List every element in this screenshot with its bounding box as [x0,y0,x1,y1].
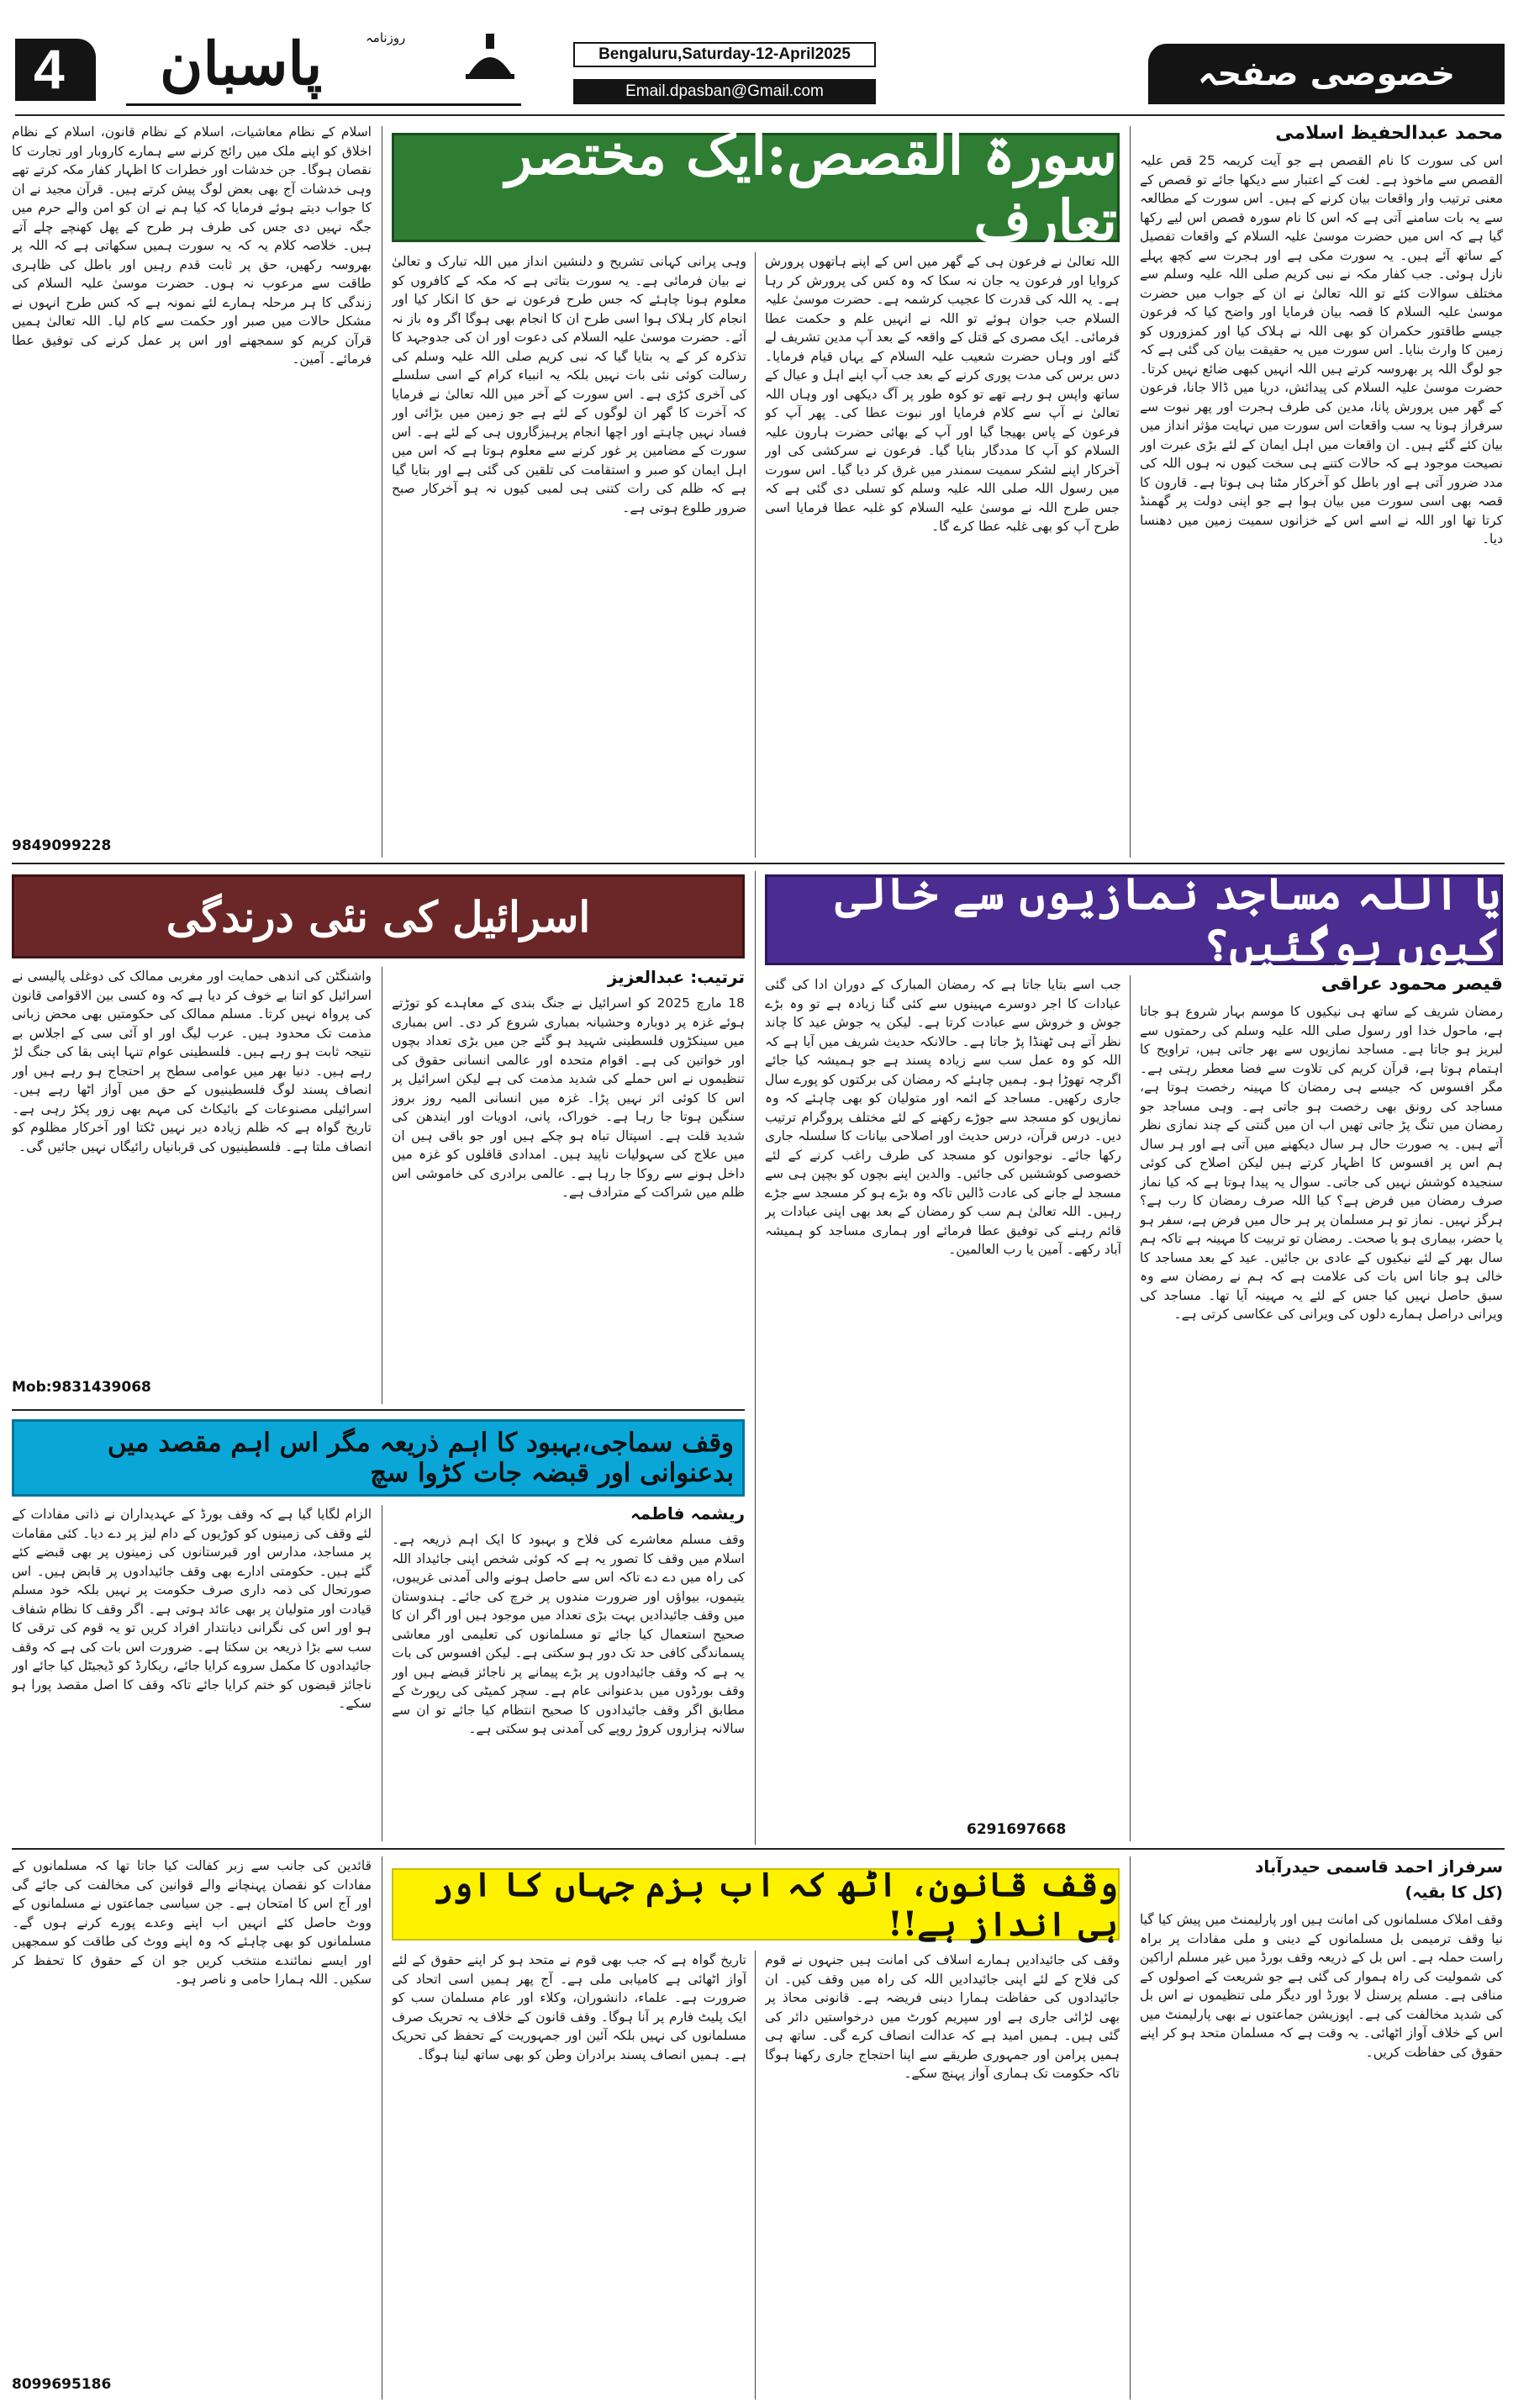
divider [1130,1856,1131,2400]
section-title-box [1148,44,1505,104]
article1-headline-banner [392,122,1120,253]
article4-headline: وقف سماجی،بہبود کا اہم ذریعہ مگر اس اہم مقصد میں بدعنوانی اور قبضہ جات کڑوا سچ [107,1428,734,1488]
article1-column-3: وہی پرانی کہانی تشریح و دلنشین انداز میں اللہ تبارک و تعالیٰ نے بیان فرمائی ہے۔ یہ سورت بتاتی ہے کہ مکہ کے کافروں کو معلوم ہونا چاہئے کہ جس طرح فرعون نے حق کا انکار کیا اور انجام کار ہلاک ہوا اسی طرح ان کا انجام بھی ہوگا اگر وہ باز نہ آئے۔ حضرت موسیٰ علیہ السلام کی دعوت اور ان کی جدوجہد کا تذکرہ کر کے یہ بتایا گیا کہ نبی کریم صلی اللہ علیہ وسلم کی رسالت کوئی نئی بات نہیں بلکہ یہ انبیاء کرام کے اسی سلسلے کی آخری کڑی ہے۔ اس سورت کے آخر میں اللہ تعالیٰ نے فرمایا کہ آخرت کا گھر ان لوگوں کے لئے ہے جو زمین میں بڑائی اور فساد نہیں چاہتے اور اچھا انجام پرہیزگاروں ہی کے لئے ہے۔ اس سورت کے مضامین پر غور کرنے سے معلوم ہوتا ہے کہ اس میں اہل ایمان کو صبر و استقامت کی تلقین کی گئی ہے اور بتایا گیا ہے کہ ظلم کی رات کتنی ہی لمبی کیوں نہ ہو آخرکار صبح ضرور طلوع ہوتی ہے۔ [392,254,746,515]
article3-headline: اسرائیل کی نئی درندگی [166,891,591,942]
article4-column-2: الزام لگایا گیا ہے کہ وقف بورڈ کے عہدیداران نے ذاتی مفادات کے لئے وقف کی زمینوں کو کوڑیوں کے دام لیز پر دے دیا۔ کئی مقامات پر مساجد، مدارس اور قبرستانوں کی زمینوں پر بھی قبضے کئے گئے ہیں۔ حکومتی ادارے بھی وقف جائیدادوں پر قابض ہیں۔ اس صورتحال کی ذمہ داری صرف حکومت پر نہیں بلکہ خود مسلم قیادت اور متولیان پر بھی عائد ہوتی ہے۔ اگر وقف کا نظام شفاف ہو اور اس کی نگرانی دیانتدار افراد کریں تو یہ قوم کی ترقی کا سب سے بڑا ذریعہ بن سکتا ہے۔ ضرورت اس بات کی ہے کہ وقف جائیدادوں کا مکمل سروے کرایا جائے، ریکارڈ کو ڈیجیٹل کیا جائے اور ناجائز قبضوں کو ختم کرایا جائے تاکہ وقف کا اصل مقصد پورا ہو سکے۔ [12,1507,372,1711]
divider [755,871,756,1845]
article5-column-1: وقف املاک مسلمانوں کی امانت ہیں اور پارلیمنٹ میں پیش کیا گیا نیا وقف ترمیمی بل مسلمانوں کے دینی و ملی مفادات پر براہ راست حملہ ہے۔ اس بل کے ذریعہ وقف بورڈ میں غیر مسلم اراکین کی شمولیت کی راہ ہموار کی گئی ہے جو شریعت کے اصولوں کے منافی ہے۔ مسلم پرسنل لا بورڈ اور دیگر ملی تنظیموں نے اس بل کی شدید مخالفت کی ہے۔ اپوزیشن جماعتوں نے بھی پارلیمنٹ میں اس کے خلاف آواز اٹھائی۔ یہ وقت ہے کہ مسلمان متحد ہو کر اپنے حقوق کی حفاظت کریں۔ [1140,1912,1503,2060]
article5-phone: 8099695186 [12,2376,112,2393]
date-box [573,42,876,67]
masthead [0,0,1513,111]
article3-phone: Mob:9831439068 [12,1379,151,1396]
article2-headline-banner [765,869,1503,971]
divider [755,252,756,858]
logo-tagline: روزنامہ [366,30,406,45]
section-title: خصوصی صفحہ [1197,55,1456,93]
divider [1130,126,1131,858]
article2-phone: 6291697668 [967,1821,1067,1838]
article1-column-1: اس کی سورت کا نام القصص ہے جو آیت کریمہ 25 قص علیہ القصص سے ماخوذ ہے۔ لغت کے اعتبار سے دیکھا جائے تو قصص کے معنی ترتیب وار واقعات بیان کرنے کے ہیں۔ اس سورت کے مطالعہ سے یہ بات سامنے آتی ہے کہ اس کا نام سورہ قصص اس لیے رکھا گیا ہے کہ اس میں حضرت موسیٰ علیہ السلام کے واقعات تفصیل کے ساتھ آئے ہیں۔ یہ سورت مکی ہے اور ہجرت سے کچھ پہلے نازل ہوئی۔ جب کفار مکہ نے نبی کریم صلی اللہ علیہ وسلم سے مختلف سوالات کئے تو اللہ تعالیٰ نے ان کے جواب میں حضرت موسیٰ علیہ السلام کا قصہ بیان فرمایا اور واضح کیا کہ فرعون جیسے طاقتور حکمران کو بھی اللہ نے ہلاک کیا اور کمزوروں کو زمین کا وارث بنایا۔ اس سورت میں یہ حقیقت بیان کی گئی ہے کہ جو لوگ اللہ پر بھروسہ کرتے ہیں اللہ انہیں کبھی ضائع نہیں کرتا۔ حضرت موسیٰ علیہ السلام کی پیدائش، دریا میں ڈالا جانا، فرعون کے گھر میں پرورش پانا، مدین کی طرف ہجرت اور پھر نبوت سے سرفراز ہونا یہ سب واقعات اس سورت میں نہایت مؤثر انداز میں بیان کئے گئے ہیں۔ ان واقعات میں اہل ایمان کے لئے بڑی عبرت اور نصیحت موجود ہے کہ حالات کتنے ہی سخت کیوں نہ ہوں اللہ کی مدد ضرور آتی ہے اور باطل کو آخرکار مٹنا ہی ہوتا ہے۔ قارون کا قصہ بھی اسی سورت میں بیان ہوا ہے جو اپنی دولت پر گھمنڈ کرتا تھا اور اللہ نے اسے اس کے خزانوں سمیت زمین میں دھنسا دیا۔ [1140,153,1503,547]
article1-column-2: اللہ تعالیٰ نے فرعون ہی کے گھر میں اس کے اپنے ہاتھوں پرورش کروایا اور فرعون یہ جان نہ سکا کہ وہ کس کی پرورش کر رہا ہے۔ یہ اللہ کی قدرت کا عجیب کرشمہ ہے۔ حضرت موسیٰ علیہ السلام جب جوان ہوئے تو اللہ نے انہیں علم و حکمت عطا فرمائی۔ ایک مصری کے قتل کے واقعہ کے بعد آپ مدین تشریف لے گئے اور وہاں حضرت شعیب علیہ السلام کے یہاں قیام فرمایا۔ دس برس کی مدت پوری کرنے کے بعد جب آپ اپنے اہل و عیال کے ساتھ واپس ہو رہے تھے تو کوہ طور پر آگ دیکھی اور وہاں اللہ تعالیٰ نے آپ سے کلام فرمایا اور نبوت عطا کی۔ پھر آپ کو فرعون کے پاس بھیجا گیا اور آپ کے بھائی حضرت ہارون علیہ السلام کو آپ کا مددگار بنایا گیا۔ فرعون نے سرکشی کی اور آخرکار اپنے لشکر سمیت سمندر میں غرق کر دیا گیا۔ اس سورت میں رسول اللہ صلی اللہ علیہ وسلم کو تسلی دی گئی ہے کہ جس طرح اللہ نے موسیٰ علیہ السلام کو غلبہ عطا فرمایا اسی طرح آپ کو بھی غلبہ عطا کرے گا۔ [765,254,1120,534]
article5-author: سرفراز احمد قاسمی حیدرآباد [1255,1856,1503,1877]
band-rule [12,1848,1505,1850]
logo-text: پاسبان [160,29,323,98]
divider [1130,975,1131,1841]
article1-column-4: اسلام کے نظام معاشیات، اسلام کے نظام قانون، اسلام کے نظام اخلاق کو اپنے ملک میں رائج کرنے سے ہمارے کاروبار اور تجارت کا نقصان ہوگا۔ جن خدشات اور خطرات کا اظہار کفار مکہ کرتے تھے وہی خدشات آج بھی بعض لوگ پیش کرتے ہیں۔ قرآن مجید نے ان کا جواب دیتے ہوئے فرمایا کہ کیا ہم نے ان کو امن والے حرم میں جگہ نہیں دی جس کی طرف ہر طرح کے پھل کھنچے چلے آتے ہیں۔ خلاصہ کلام یہ کہ یہ سورت ہمیں سکھاتی ہے کہ اللہ پر بھروسہ رکھیں، حق پر ثابت قدم رہیں اور باطل کی ظاہری طاقت سے مرعوب نہ ہوں۔ حضرت موسیٰ علیہ السلام کی زندگی کا ہر مرحلہ ہمارے لئے نمونہ ہے کہ کس طرح انہوں نے مشکل حالات میں صبر اور حکمت سے کام لیا۔ اللہ تعالیٰ ہمیں قرآن کریم کو سمجھنے اور اس پر عمل کرنے کی توفیق عطا فرمائے۔ آمین۔ [12,124,372,367]
date-line: Bengaluru,Saturday-12-April2025 [598,45,851,63]
article2-author: قیصر محمود عراقی [1321,974,1503,995]
article3-headline-banner [12,874,745,958]
email-box [573,79,876,104]
article1-headline: سورۃ القصص:ایک مختصر تعارف [505,122,1117,253]
article3-author: ترتیب: عبدالعزیز [607,967,745,987]
band-rule [12,1409,745,1411]
masthead-rule [15,114,1505,116]
article5-headline: وقف قانون، اٹھ کہ اب بزم جہاں کا اور ہی انداز ہے!! [433,1865,1118,1944]
article4-author: ریشمہ فاطمہ [630,1503,745,1523]
article4-column-1: وقف مسلم معاشرے کی فلاح و بہبود کا ایک اہم ذریعہ ہے۔ اسلام میں وقف کا تصور یہ ہے کہ کوئی شخص اپنی جائیداد اللہ کی راہ میں دے دے تاکہ اس سے حاصل ہونے والی آمدنی غریبوں، یتیموں، بیواؤں اور ضرورت مندوں پر خرچ کی جائے۔ ہندوستان میں وقف جائیدادیں بہت بڑی تعداد میں موجود ہیں اور اگر ان کا صحیح استعمال کیا جائے تو مسلمانوں کی تعلیمی اور معاشی پسماندگی کافی حد تک دور ہو سکتی ہے۔ لیکن افسوس کی بات یہ ہے کہ وقف جائیدادوں پر بڑے پیمانے پر ناجائز قبضے ہیں اور وقف بورڈوں میں بدعنوانی عام ہے۔ سچر کمیٹی کی رپورٹ کے مطابق اگر وقف جائیدادوں کا صحیح انتظام کیا جائے تو ان سے سالانہ ہزاروں کروڑ روپے کی آمدنی ہو سکتی ہے۔ [392,1532,745,1736]
article2-column-2: جب اسے بتایا جاتا ہے کہ رمضان المبارک کے دوران ادا کی گئی عبادات کا اجر دوسرے مہینوں سے کئی گنا زیادہ ہے تو وہ بڑے جوش و خروش سے عبادت کرتا ہے۔ لیکن یہ جوش عید کا چاند نظر آتے ہی ٹھنڈا پڑ جاتا ہے۔ حالانکہ حدیث شریف میں آیا ہے کہ اللہ کو وہ عمل سب سے زیادہ پسند ہے جو ہمیشہ کیا جائے اگرچہ تھوڑا ہو۔ ہمیں چاہئے کہ رمضان کی برکتوں کو پورے سال جاری رکھیں۔ مساجد کے ائمہ اور متولیان کو بھی چاہئے کہ وہ نمازیوں کو مسجد سے جوڑے رکھنے کے لئے مختلف پروگرام ترتیب دیں۔ درس قرآن، درس حدیث اور اصلاحی بیانات کا سلسلہ جاری رکھا جائے۔ نوجوانوں کو مسجد کی طرف راغب کرنے کے لئے خصوصی کوششیں کی جائیں۔ والدین اپنے بچوں کو بچپن ہی سے مسجد لے جانے کی عادت ڈالیں تاکہ وہ بڑے ہو کر مسجد سے جڑے رہیں۔ اللہ تعالیٰ ہم سب کو رمضان کے بعد بھی اپنی عبادات پر قائم رہنے کی توفیق عطا فرمائے اور ہماری مساجد کو ہمیشہ آباد رکھے۔ آمین یا رب العالمین۔ [765,977,1121,1257]
article5-column-2: وقف کی جائیدادیں ہمارے اسلاف کی امانت ہیں جنہوں نے قوم کی فلاح کے لئے اپنی جائیدادیں اللہ کی راہ میں وقف کیں۔ ان جائیدادوں کی حفاظت ہمارا دینی فریضہ ہے۔ قانونی محاذ پر بھی لڑائی جاری ہے اور سپریم کورٹ میں درخواستیں دائر کی گئی ہیں۔ ہمیں امید ہے کہ عدالت انصاف کرے گی۔ ساتھ ہی ہمیں پرامن اور جمہوری طریقے سے اپنا احتجاج جاری رکھنا ہوگا تاکہ حکومت تک ہماری آواز پہنچ سکے۔ [765,1952,1120,2081]
divider [755,1951,756,2400]
logo-block [126,29,521,106]
page-number: 4 [34,38,65,100]
article5-headline-banner [392,1865,1120,1944]
article1-author: محمد عبدالحفیظ اسلامی [1275,123,1503,144]
article3-column-2: واشنگٹن کی اندھی حمایت اور مغربی ممالک کی دوغلی پالیسی نے اسرائیل کو اتنا بے خوف کر دیا ہے کہ وہ کسی بین الاقوامی قانون کی پرواہ نہیں کرتا۔ مسلم ممالک کی حکومتیں بھی محض زبانی مذمت تک محدود ہیں۔ عرب لیگ اور او آئی سی کے اجلاس بے نتیجہ ثابت ہو رہے ہیں۔ فلسطینی عوام تنہا اپنی بقا کی جنگ لڑ رہے ہیں۔ دنیا بھر میں عوامی سطح پر احتجاج ہو رہے ہیں اور انصاف پسند لوگ فلسطینیوں کے حق میں آواز اٹھا رہے ہیں۔ اسرائیلی مصنوعات کے بائیکاٹ کی مہم بھی زور پکڑ رہی ہے۔ تاریخ گواہ ہے کہ ظلم زیادہ دیر نہیں ٹکتا اور آخرکار مظلوم کو انصاف ملتا ہے۔ فلسطینیوں کی قربانیاں رائیگاں نہیں جائیں گی۔ [12,969,372,1154]
article3-column-1: 18 مارچ 2025 کو اسرائیل نے جنگ بندی کے معاہدے کو توڑتے ہوئے غزہ پر دوبارہ وحشیانہ بمباری شروع کر دی۔ اس بمباری میں سینکڑوں فلسطینی شہید ہو گئے جن میں بڑی تعداد بچوں اور خواتین کی ہے۔ اقوام متحدہ اور عالمی انسانی حقوق کی تنظیموں نے اس حملے کی شدید مذمت کی ہے لیکن اسرائیل پر اس کا کوئی اثر نہیں پڑا۔ غزہ میں انسانی المیہ روز بروز سنگین ہوتا جا رہا ہے۔ خوراک، پانی، ادویات اور ایندھن کی شدید قلت ہے۔ اسپتال تباہ ہو چکے ہیں اور جو باقی ہیں ان میں علاج کی سہولیات ناپید ہیں۔ امدادی قافلوں کو غزہ میں داخل ہونے سے روکا جا رہا ہے۔ عالمی برادری کی خاموشی اس ظلم میں شراکت کے مترادف ہے۔ [392,995,745,1200]
article5-subtitle: (کل کا بقیہ) [1405,1883,1503,1902]
email-address[interactable]: Email.dpasban@Gmail.com [625,82,824,100]
lamp-logo-icon [461,32,519,82]
article4-headline-banner [12,1419,745,1497]
band-rule [12,863,1505,864]
article2-column-1: رمضان شریف کے ساتھ ہی نیکیوں کا موسم بہار شروع ہو جاتا ہے، ماحول خدا اور رسول صلی اللہ علیہ وسلم کی رحمتوں سے لبریز ہو جاتا ہے۔ مساجد نمازیوں سے بھر جاتی ہیں، تراویح کا اہتمام ہوتا ہے، قرآن کریم کی تلاوت سے فضا معطر رہتی ہے۔ مگر افسوس کہ جیسے ہی رمضان کا مہینہ رخصت ہوتا ہے، مساجد کی رونق بھی رخصت ہو جاتی ہے۔ وہی مساجد جو رمضان میں تنگ پڑ جاتی تھیں اب ان میں گنتی کے چند نمازی نظر آتے ہیں۔ یہ صورت حال ہر سال دیکھنے میں آتی ہے اور ہر سال ہم اس پر افسوس کا اظہار کرتے ہیں لیکن اصلاح کی کوئی سنجیدہ کوشش نہیں کی جاتی۔ سوال یہ پیدا ہوتا ہے کہ کیا نماز صرف رمضان میں فرض ہے؟ کیا اللہ صرف رمضان کا رب ہے؟ ہرگز نہیں۔ نماز تو ہر مسلمان پر ہر حال میں فرض ہے، سفر ہو یا حضر، بیماری ہو یا صحت۔ رمضان تو تربیت کا مہینہ ہے تاکہ ہم سال بھر کے لئے نیکیوں کے عادی بن جائیں۔ عید کے بعد مساجد کا خالی ہو جانا اس بات کی علامت ہے کہ ہم نے رمضان سے وہ سبق حاصل نہیں کیا جس کے لئے یہ مہینہ آیا تھا۔ مساجد کی ویرانی دراصل ہمارے دلوں کی ویرانی کی عکاسی کرتی ہے۔ [1140,1004,1503,1322]
article5-column-3: تاریخ گواہ ہے کہ جب بھی قوم نے متحد ہو کر اپنے حقوق کے لئے آواز اٹھائی ہے کامیابی ملی ہے۔ آج پھر ہمیں اسی اتحاد کی ضرورت ہے۔ علماء، دانشوران، وکلاء اور عام مسلمان سب کو ایک پلیٹ فارم پر آنا ہوگا۔ وقف قانون کے خلاف یہ تحریک صرف مسلمانوں کی نہیں بلکہ آئین اور جمہوریت کے تحفظ کی تحریک ہے۔ ہمیں انصاف پسند برادران وطن کو بھی ساتھ لینا ہوگا۔ [392,1952,746,2062]
article1-phone: 9849099228 [12,837,112,854]
article5-column-4: قائدین کی جانب سے زبر کفالت کیا جاتا تھا کہ مسلمانوں کے مفادات کو نقصان پہنچانے والے قوانین کی مخالفت کی جائے گی اور آج اس کا امتحان ہے۔ جن سیاسی جماعتوں نے مسلمانوں کے ووٹ حاصل کئے انہیں اب اپنے وعدے پورے کرنے ہوں گے۔ مسلمانوں کو بھی چاہئے کہ وہ اپنے ووٹ کی طاقت کو سمجھیں اور ایسے نمائندے منتخب کریں جو ان کے حقوق کا تحفظ کر سکیں۔ اللہ ہمارا حامی و ناصر ہو۔ [12,1858,372,1987]
page-number-block [15,39,96,101]
article2-headline: یا اللہ مساجد نمازیوں سے خالی کیوں ہوگئیں؟ [835,869,1500,971]
